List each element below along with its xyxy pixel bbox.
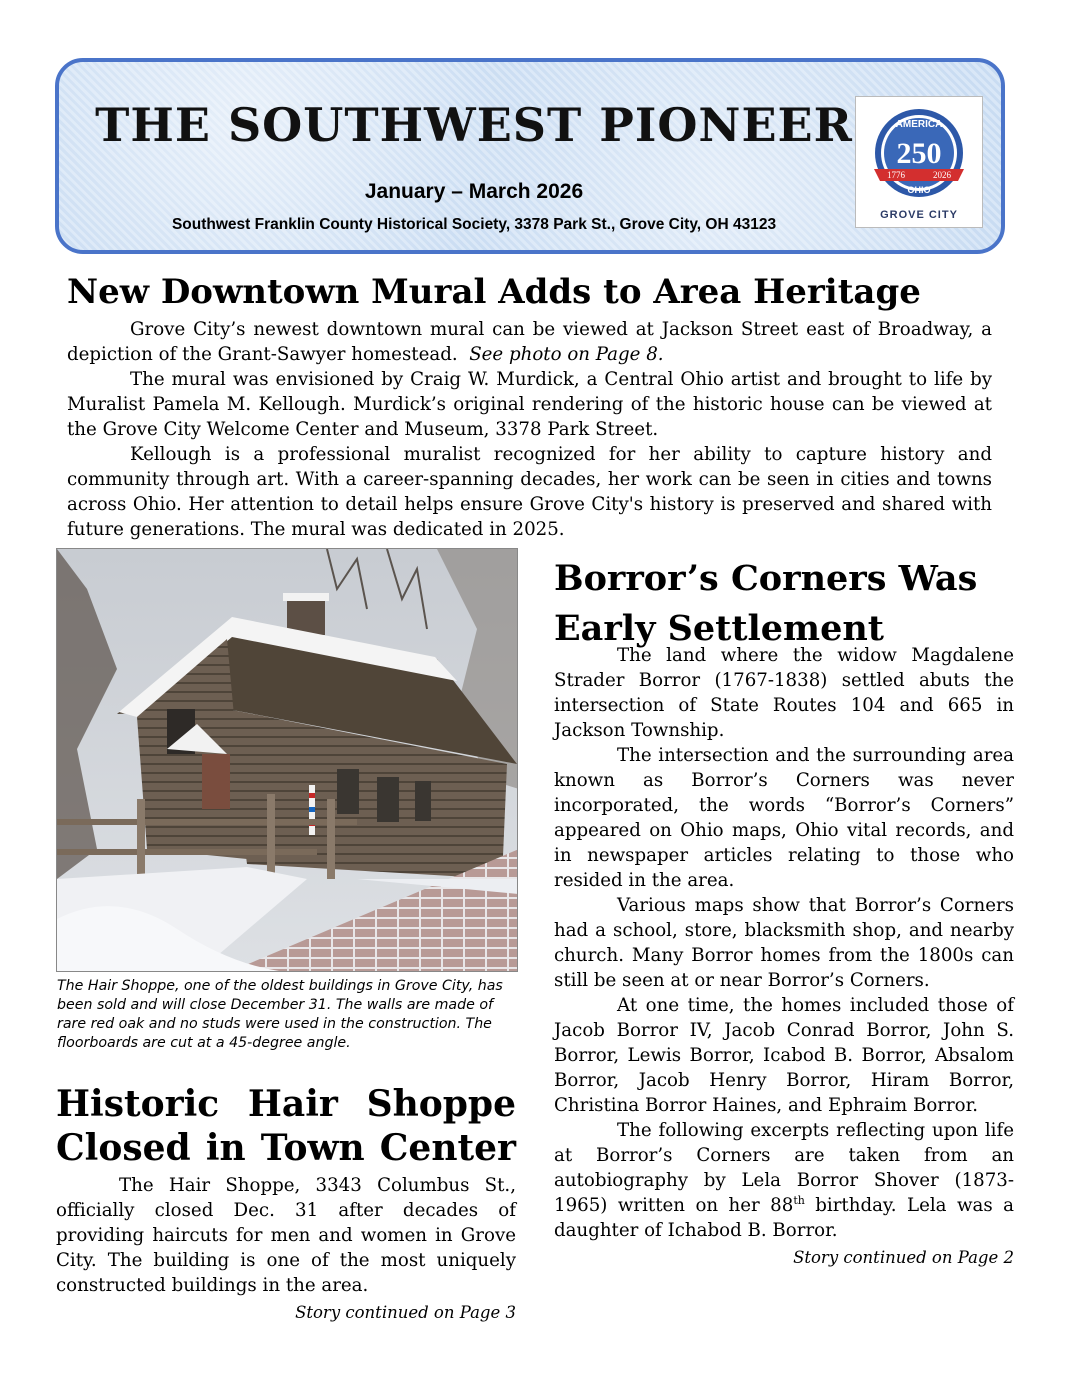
america-250-logo xyxy=(855,96,983,228)
hair-shoppe-headline: Historic Hair Shoppe Closed in Town Center xyxy=(56,1083,516,1169)
borror-continued: Story continued on Page 2 xyxy=(793,1248,1014,1267)
mural-paragraph-1: Grove City’s newest downtown mural can be viewed at Jackson Street east of Broadway, a depiction of the Grant-Sawyer homestead. See photo on Page 8. xyxy=(67,319,992,365)
borror-paragraph-5: The following excerpts reflecting upon life at Borror’s Corners are taken from an autobiography by Lela Borror Shover (1873-1965) written on her 88th birthday. Lela was a daughter of Ichabod B. Borror. xyxy=(554,1120,1014,1241)
mural-article xyxy=(67,317,992,542)
mural-headline: New Downtown Mural Adds to Area Heritage xyxy=(67,272,921,312)
borror-paragraph-1: The land where the widow Magdalene Strader Borror (1767-1838) settled abuts the intersection of State Routes 104 and 665 in Jackson Township. xyxy=(554,645,1014,741)
hair-shoppe-paragraph-1: The Hair Shoppe, 3343 Columbus St., officially closed Dec. 31 after decades of providing haircuts for men and women in Grove City. The building is one of the most uniquely constructed buildings in the area. xyxy=(56,1175,516,1296)
see-photo-note: See photo on Page 8. xyxy=(469,344,664,365)
america-250-seal-icon xyxy=(856,97,982,209)
logo-top-text: AMERICA xyxy=(895,119,943,130)
logo-number: 250 xyxy=(896,137,942,170)
newsletter-title: THE SOUTHWEST PIONEER xyxy=(95,98,853,152)
masthead xyxy=(55,58,1005,254)
logo-state: OHIO xyxy=(907,185,931,195)
photo-caption: The Hair Shoppe, one of the oldest buildings in Grove City, has been sold and will close December 31. The walls are made of rare red oak and no studs were used in the construction. The floorboards are cut at a 45-degree angle. xyxy=(57,978,503,1051)
logo-year-left: 1776 xyxy=(887,170,905,180)
hair-shoppe-continued: Story continued on Page 3 xyxy=(295,1303,516,1322)
borror-article xyxy=(554,643,1014,1270)
society-address: Southwest Franklin County Historical Society, 3378 Park St., Grove City, OH 43123 xyxy=(171,216,777,233)
hair-shoppe-article xyxy=(56,1173,516,1325)
logo-year-right: 2026 xyxy=(933,170,951,180)
issue-date: January – March 2026 xyxy=(364,180,584,203)
log-building-illustration xyxy=(57,549,518,972)
borror-paragraph-4: At one time, the homes included those of Jacob Borror IV, Jacob Conrad Borror, John S. Borror, Lewis Borror, Icabod B. Borror, Absalom Borror, Jacob Henry Borror, Hiram Borror, Christina Borror Haines, and Ephraim Borror. xyxy=(554,995,1014,1116)
borror-paragraph-2: The intersection and the surrounding area known as Borror’s Corners was never incorporated, the words “Borror’s Corners” appeared on Ohio maps, Ohio vital records, and in newspaper articles relating to those who resided in the area. xyxy=(554,745,1014,891)
mural-paragraph-2: The mural was envisioned by Craig W. Murdick, a Central Ohio artist and brought to life by Muralist Pamela M. Kellough. Murdick’s original rendering of the historic house can be viewed at the Grove City Welcome Center and Museum, 3378 Park Street. xyxy=(67,369,992,440)
mural-paragraph-3: Kellough is a professional muralist recognized for her ability to capture history and community through art. With a career-spanning decades, her work can be seen in cities and towns across Ohio. Her attention to detail helps ensure Grove City's history is preserved and shared with future generations. The mural was dedicated in 2025. xyxy=(67,444,992,540)
borror-paragraph-3: Various maps show that Borror’s Corners had a school, store, blacksmith shop, and nearby church. Many Borror homes from the 1800s can still be seen at or near Borror’s Corners. xyxy=(554,895,1014,991)
hair-shoppe-photo xyxy=(56,548,518,972)
borror-headline: Borror’s Corners Was Early Settlement xyxy=(554,558,978,649)
logo-city: GROVE CITY xyxy=(880,209,958,221)
